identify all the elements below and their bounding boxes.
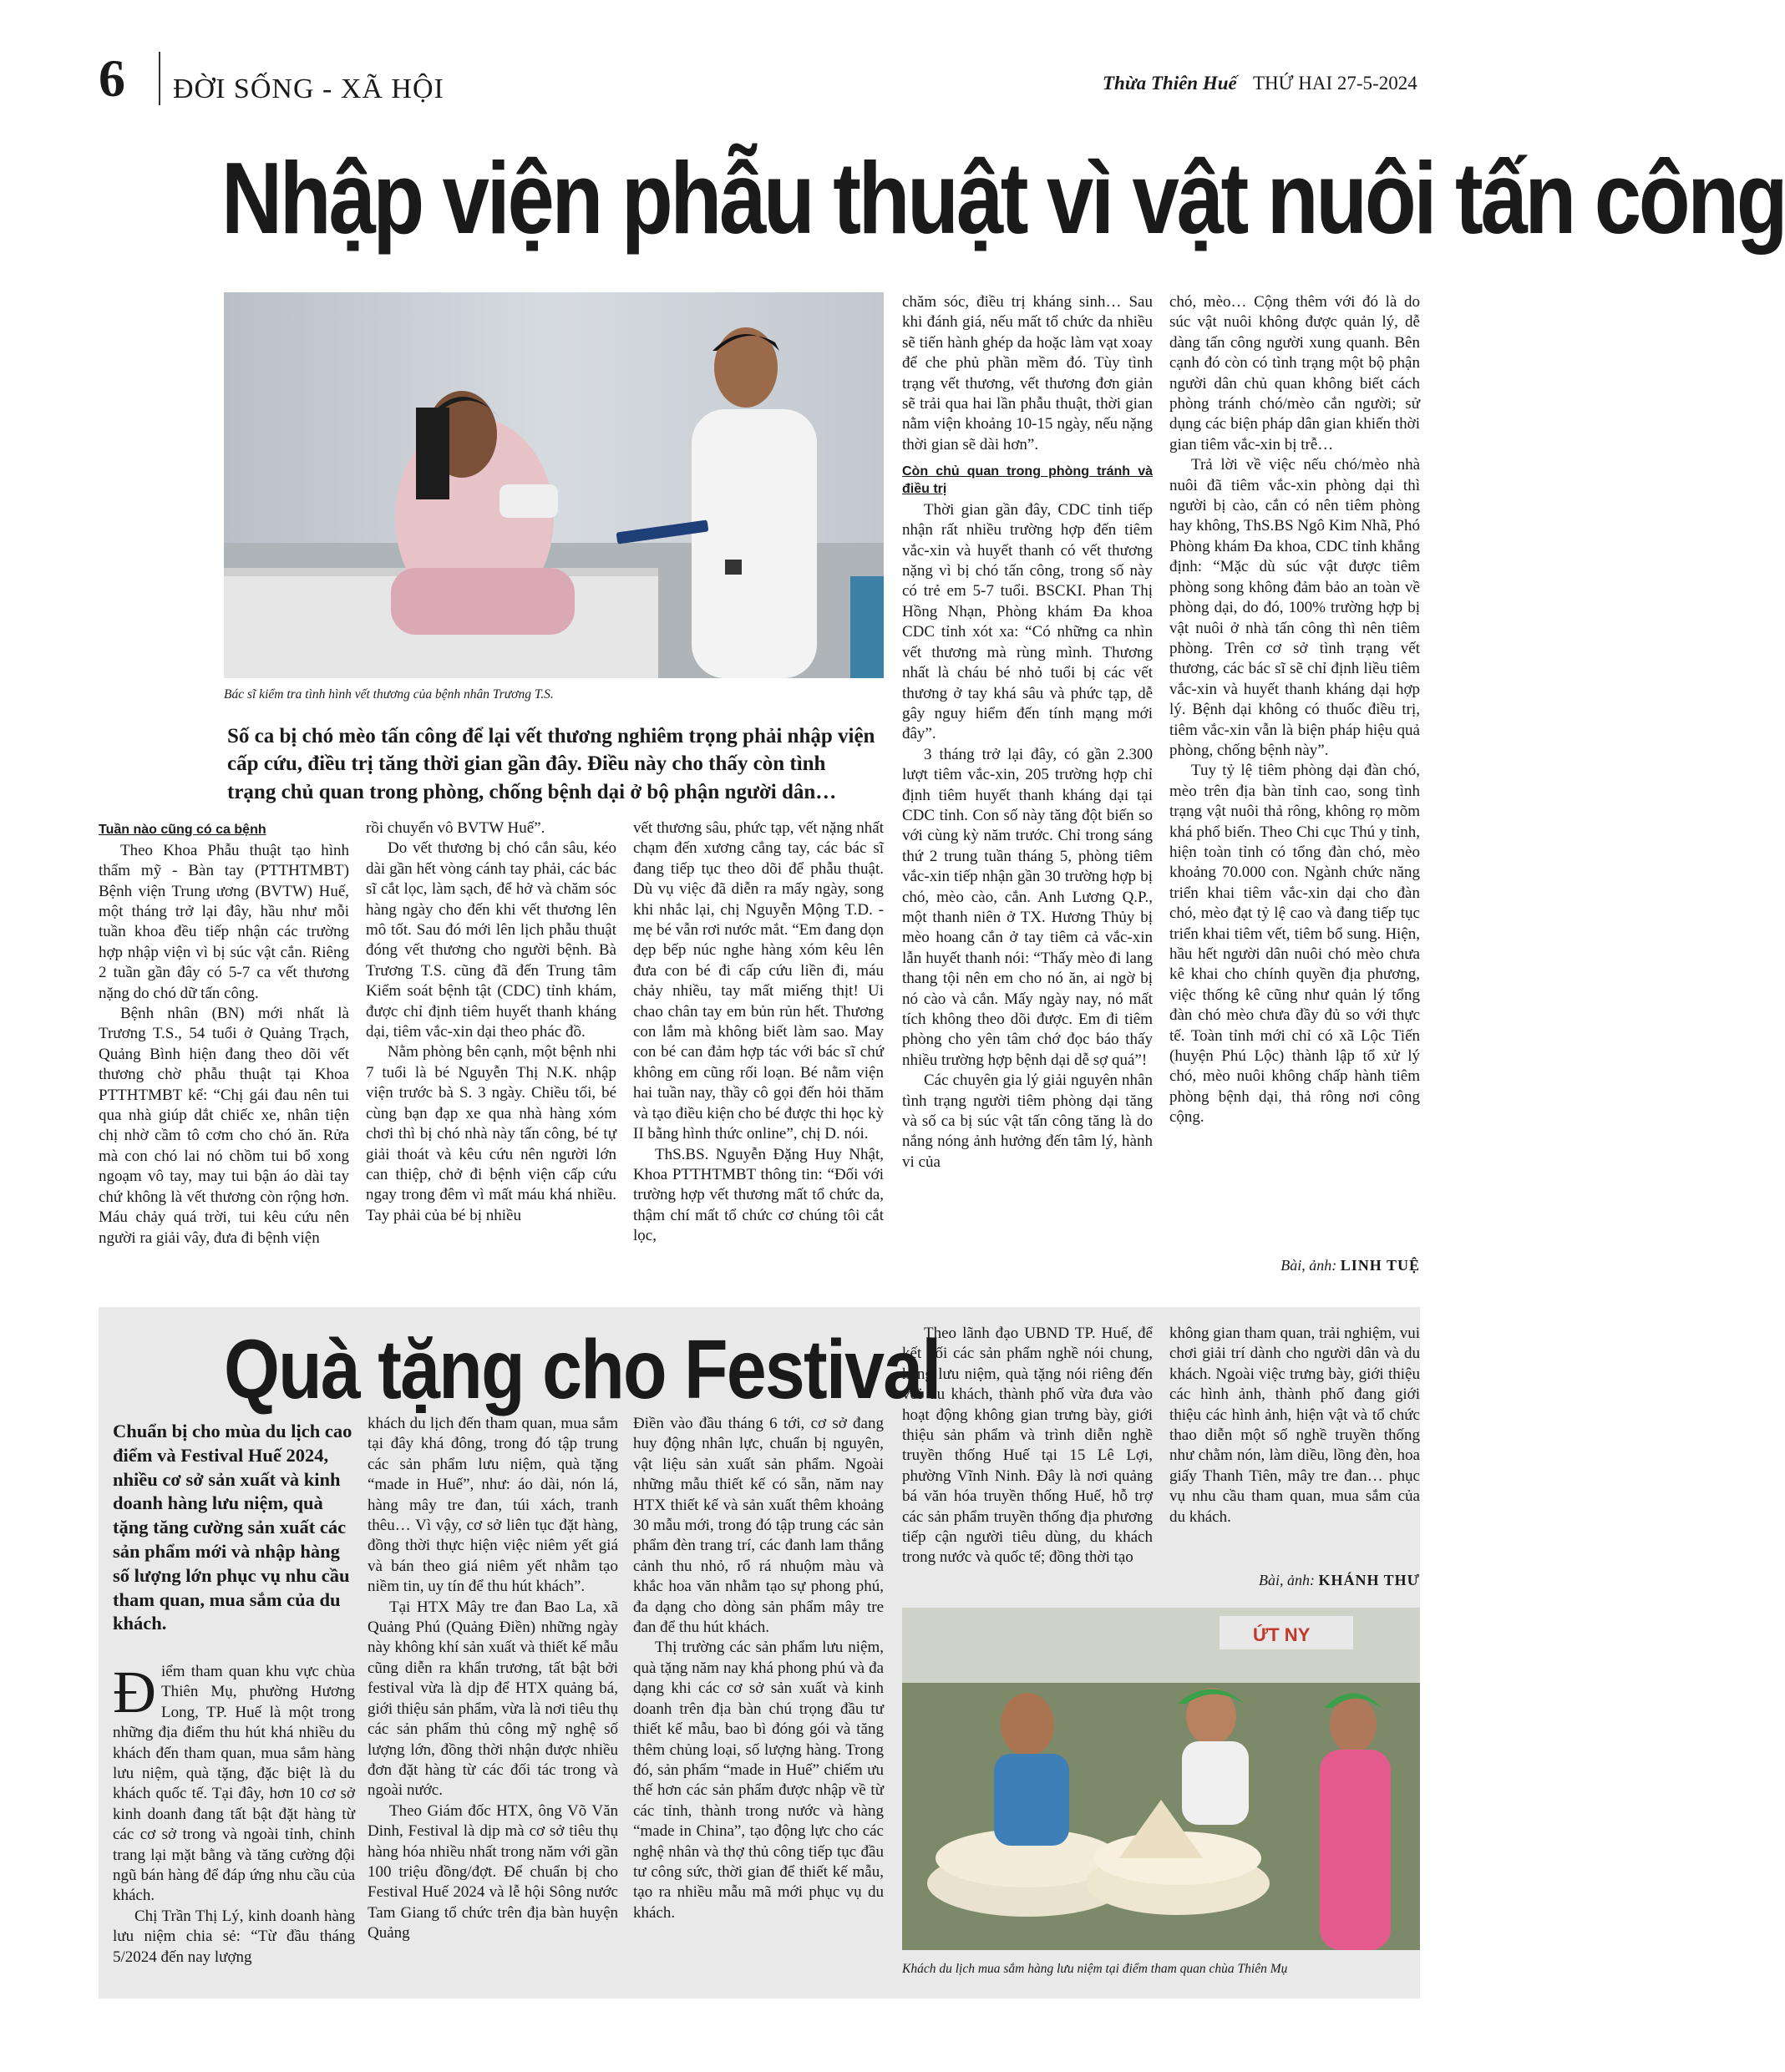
- doctor-patient-illustration: [224, 292, 884, 678]
- article2-photo-caption: Khách du lịch mua sắm hàng lưu niệm tại điểm tham quan chùa Thiên Mụ: [902, 1962, 1288, 1976]
- article1-photo-caption: Bác sĩ kiểm tra tình hình vết thương của bệnh nhân Trương T.S.: [224, 687, 554, 702]
- article2-column-1: [113, 1659, 355, 1968]
- paragraph: Thời gian gần đây, CDC tỉnh tiếp nhận rất nhiều trường hợp đến tiêm vắc-xin và huyết thanh có vết thương nặng vì bị chó tấn công, trong số này có trẻ em 5-7 tuổi. BSCKI. Phan Thị Hồng Nhạn, Phòng khám Đa khoa CDC tỉnh xót xa: “Có những ca nhìn vết thương mà rùng mình. Thương nhất là cháu bé nhỏ tuổi bị các vết thương ở tay khá sâu và phức tạp, dễ gây nguy hiểm đến tính mạng mới đây”.: [902, 500, 1153, 743]
- paragraph: Tuy tỷ lệ tiêm phòng dại đàn chó, mèo trên địa bàn tỉnh cao, song tình trạng vật nuôi thả rông, không rọ mõm khá phổ biến. Theo Chi cục Thú y tỉnh, hiện toàn tỉnh có tổng đàn chó, mèo khoảng 70.000 con. Ngành chức năng triển khai tiêm vắc-xin dại cho đàn chó, mèo đạt tỷ lệ cao và đang tiếp tục triển khai tiêm vết, tiêm bổ sung. Hiện, hầu hết người dân nuôi chó mèo chưa kê khai cho chính quyền địa phương, việc thống kê cũng như quản lý tổng đàn chó mèo chưa đầy đủ so với thực tế. Toàn tỉnh mới chỉ có xã Lộc Tiến (huyện Phú Lộc) thành lập tổ xử lý chó, mèo nuôi không chấp hành tiêm phòng bệnh dại, thả rông nơi công cộng.: [1169, 762, 1420, 1127]
- paragraph: vết thương sâu, phức tạp, vết nặng nhất chạm đến xương cẳng tay, các bác sĩ đang tiếp tục theo dõi để phẫu thuật. Dù vụ việc đã diễn ra mấy ngày, song khi nhắc lại, chị Nguyễn Mộng T.D. - mẹ bé vẫn rơi nước mắt. “Em đang dọn dẹp bếp núc nghe hàng xóm kêu lên đưa con bé đi cấp cứu liền đi, máu chảy nhiều, tay mất miếng thịt! Ui chao chân tay em bủn rủn hết. Thương con lắm mà không biết làm sao. May con bé can đảm hợp tác với bác sĩ chứ không em cũng rối loạn. Bé nằm viện hai tuần nay, thầy cô gọi đến hỏi thăm và tạo điều kiện cho bé được thi học kỳ II bằng hình thức online”, chị D. nói.: [633, 819, 885, 1143]
- article1-headline: Nhập viện phẫu thuật vì vật nuôi tấn công: [221, 141, 1785, 255]
- byline-author: LINH TUỆ: [1340, 1257, 1420, 1274]
- article1-photo: [224, 292, 884, 678]
- article2-column-4: [902, 1324, 1153, 1568]
- paragraph: Bệnh nhân (BN) mới nhất là Trương T.S., 54 tuổi ở Quảng Trạch, Quảng Bình hiện đang theo dõi vết thương chờ phẫu thuật tại Khoa PTTHTMBT kể: “Chị gái đau nên tui qua nhà giúp dắt chiếc xe, nhân tiện chị nhờ cầm tô cơm cho chó ăn. Rửa mà con chó lai nó chồm tui bổ xong ngoạm vô tay, may tui bận áo dài tay chứ không là vết thương còn rộng hơn. Máu chảy quá trời, tui kêu cứu nên người ra giải vây, đưa đi bệnh viện: [99, 1005, 349, 1247]
- paragraph: Tại HTX Mây tre đan Bao La, xã Quảng Phú (Quảng Điền) những ngày này không khí sản xuất và thiết kế mẫu cũng diễn ra khẩn trương, tất bật bởi festival vừa là dịp để HTX quảng bá, giới thiệu sản phẩm, vừa là nơi tiêu thụ các sản phẩm thủ công mỹ nghệ số lượng lớn, đồng thời nhận được nhiều đơn đặt hàng từ các đối tác trong và ngoài nước.: [368, 1598, 618, 1800]
- paragraph: Chị Trần Thị Lý, kinh doanh hàng lưu niệm chia sẻ: “Từ đầu tháng 5/2024 đến nay lượng: [113, 1907, 355, 1966]
- byline-author: KHÁNH THƯ: [1318, 1572, 1420, 1588]
- paragraph: Trả lời về việc nếu chó/mèo nhà nuôi đã tiêm vắc-xin phòng dại thì người bị cào, cắn có nên tiêm phòng hay không, ThS.BS Ngô Kim Nhã, Phó Phòng khám Đa khoa, CDC tỉnh khẳng định: “Mặc dù súc vật được tiêm phòng song không đảm bảo an toàn về phòng dại, do đó, 100% trường hợp bị vật nuôi ở nhà tấn công thì nên tiêm phòng. Trên cơ sở tình trạng vết thương, các bác sĩ sẽ chỉ định liều tiêm vắc-xin và huyết thanh kháng dại hợp lý. Bệnh dại không có thuốc điều trị, tiêm vắc-xin vẫn là biện pháp hiệu quả phòng, chống bệnh này”.: [1169, 456, 1420, 759]
- article1-column-4: [902, 292, 1153, 1173]
- paragraph: Điền vào đầu tháng 6 tới, cơ sở đang huy động nhân lực, chuẩn bị nguyên, vật liệu sản xuất sản phẩm. Ngoài những mẫu thiết kế có sẵn, năm nay HTX thiết kế và sản xuất thêm khoảng 30 mẫu mới, trong đó tập trung các sản phẩm đèn trang trí, các đanh lam thắng cảnh thu nhỏ, rổ rá nhuộm màu và khắc hoa văn nhằm tạo sự phong phú, đa dạng cho dòng sản phẩm mây tre đan để thu hút khách.: [633, 1415, 884, 1637]
- article2-column-3: [633, 1414, 884, 1923]
- article2-byline: [1169, 1572, 1420, 1589]
- paragraph: Do vết thương bị chó cắn sâu, kéo dài gần hết vòng cánh tay phải, các bác sĩ cắt lọc, làm sạch, để hở và chăm sóc hàng ngày cho đến khi vết thương lên mô tốt. Sau đó mới lên lịch phẫu thuật đóng vết thương cho người bệnh. Bà Trương T.S. cũng đã đến Trung tâm Kiểm soát bệnh tật (CDC) tỉnh khám, được chỉ định tiêm huyết thanh kháng dại, tiêm vắc-xin dại theo phác đồ.: [366, 839, 616, 1041]
- article1-column-2: [366, 818, 616, 1226]
- byline-label: Bài, ảnh:: [1280, 1257, 1337, 1274]
- paragraph: iểm tham quan khu vực chùa Thiên Mụ, phường Hương Long, TP. Huế là một trong những địa điểm thu hút khá nhiều du khách đến tham quan, mua sắm hàng lưu niệm, quà tặng, đặc biệt là du khách quốc tế. Tại đây, hơn 10 cơ sở kinh doanh đang tất bật đặt hàng từ các cơ sở trong và ngoài tỉnh, chỉnh trang lại mặt bằng và tăng cường đội ngũ bán hàng để đáp ứng nhu cầu của khách.: [113, 1663, 355, 1905]
- header-divider: [159, 52, 160, 105]
- paragraph: khách du lịch đến tham quan, mua sắm tại đây khá đông, trong đó tập trung các sản phẩm lưu niệm, quà tặng “made in Huế”, như: áo dài, nón lá, hàng mây tre đan, túi xách, tranh thêu… Vì vậy, cơ sở liên tục đặt hàng, đồng thời thực hiện việc niêm yết giá và bán theo giá niêm yết nhằm tạo niềm tin, uy tín để thu hút khách”.: [368, 1415, 618, 1596]
- section-title: ĐỜI SỐNG - XÃ HỘI: [173, 73, 444, 104]
- shop-sign: ỨT NY: [1253, 1624, 1311, 1645]
- article2-lead: Chuẩn bị cho mùa du lịch cao điểm và Festival Huế 2024, nhiều cơ sở sản xuất và kinh doanh hàng lưu niệm, quà tặng tăng cường sản xuất các sản phẩm mới và nhập hàng số lượng lớn phục vụ nhu cầu tham quan, mua sắm của du khách.: [113, 1421, 352, 1634]
- article1-subhead-2: Còn chủ quan trong phòng tránh và điều trị: [902, 464, 1153, 497]
- newspaper-name: Thừa Thiên Huế: [1103, 73, 1237, 94]
- issue-date: THỨ HAI 27-5-2024: [1253, 73, 1417, 94]
- article2-photo: [902, 1608, 1420, 1950]
- article1-subhead-1: Tuần nào cũng có ca bệnh: [99, 823, 266, 837]
- paragraph: Các chuyên gia lý giải nguyên nhân tình trạng người tiêm phòng dại tăng và số ca bị súc vật tấn công tăng là do nắng nóng ảnh hưởng đến tâm lý, hành vi của: [902, 1071, 1153, 1171]
- paragraph: Theo lãnh đạo UBND TP. Huế, để kết nối các sản phẩm nghề nói chung, hàng lưu niệm, quà tặng nói riêng đến với du khách, thành phố vừa đưa vào hoạt động không gian trưng bày, giới thiệu sản phẩm và trình diễn nghề truyền thống Huế tại 15 Lê Lợi, phường Vĩnh Ninh. Đây là nơi quảng bá văn hóa truyền thống Huế, hỗ trợ các sản phẩm truyền thống địa phương tiếp cận người tiêu dùng, du khách trong nước và quốc tế; đồng thời tạo: [902, 1325, 1153, 1567]
- paragraph: rồi chuyển vô BVTW Huế”.: [366, 819, 545, 837]
- paragraph: Thị trường các sản phẩm lưu niệm, quà tặng năm nay khá phong phú và đa dạng khi các cơ sở sản xuất và kinh doanh trên địa bàn chú trọng đầu tư thiết kế mẫu, bao bì đóng gói và tăng thêm chủng loại, số lượng hàng. Trong đó, sản phẩm “made in Huế” chiếm ưu thế hơn các sản phẩm được nhập về từ các tỉnh, thành trong nước và hàng “made in China”, tạo động lực cho các nghệ nhân và thợ thủ công tiếp tục đầu tư công sức, thời gian để thiết kế mẫu, tạo ra nhiều mẫu mã mới phục vụ du khách.: [633, 1639, 884, 1922]
- paragraph: Nằm phòng bên cạnh, một bệnh nhi 7 tuổi là bé Nguyễn Thị N.K. nhập viện trước bà S. 3 ngày. Chiều tối, bé cùng bạn đạp xe qua nhà hàng xóm chơi thì bị chó nhà này tấn công, bé tự giải thoát và kêu cứu nên người lớn can thiệp, chở đi bệnh viện cấp cứu ngay trong đêm vì mất máu khá nhiều. Tay phải của bé bị nhiều: [366, 1043, 616, 1224]
- article1-byline: [1169, 1257, 1420, 1274]
- article2-column-5: [1169, 1324, 1420, 1527]
- byline-label: Bài, ảnh:: [1258, 1572, 1315, 1588]
- article1-lead: Số ca bị chó mèo tấn công để lại vết thương nghiêm trọng phải nhập viện cấp cứu, điều trị tăng thời gian gần đây. Điều này cho thấy còn tình trạng chủ quan trong phòng, chống bệnh dại ở bộ phận người dân…: [227, 725, 875, 803]
- paragraph: Theo Giám đốc HTX, ông Võ Văn Dinh, Festival là dịp mà cơ sở tiêu thụ hàng hóa nhiều nhất trong năm với gần 100 triệu đồng/đợt. Để chuẩn bị cho Festival Huế 2024 và lễ hội Sông nước Tam Giang tổ chức trên địa bàn huyện Quảng: [368, 1801, 618, 1943]
- article1-column-1: [99, 818, 349, 1249]
- souvenir-market-illustration: [902, 1608, 1420, 1950]
- paragraph: chăm sóc, điều trị kháng sinh… Sau khi đánh giá, nếu mất tổ chức da nhiều sẽ tiến hành ghép da hoặc làm vạt xoay để che phủ phần mềm đó. Tùy tình trạng vết thương, vết thương đơn giản sẽ trải qua hai lần phẫu thuật, thời gian nằm viện khoảng 10-15 ngày, nếu nặng thời gian sẽ dài hơn”.: [902, 293, 1153, 453]
- paragraph: chó, mèo… Cộng thêm với đó là do súc vật nuôi không được quản lý, dễ dàng tấn công người xung quanh. Bên cạnh đó còn có tình trạng một bộ phận người dân chủ quan không biết cách phòng tránh chó/mèo cắn người; sử dụng các biện pháp dân gian khiến thời gian tiêm vắc-xin bị trễ…: [1169, 293, 1420, 453]
- paragraph: Theo Khoa Phẫu thuật tạo hình thẩm mỹ - Bàn tay (PTTHTMBT) Bệnh viện Trung ương (BVTW) Huế, một tháng trở lại đây, hầu như mỗi tuần khoa đều tiếp nhận các trường hợp nhập viện vì bị súc vật cắn. Riêng 2 tuần gần đây có 5-7 ca vết thương nặng do chó dữ tấn công.: [99, 841, 349, 1002]
- article2-headline: Quà tặng cho Festival: [224, 1323, 941, 1416]
- article2-column-2: [368, 1414, 618, 1944]
- paragraph: 3 tháng trở lại đây, có gần 2.300 lượt tiêm vắc-xin, 205 trường hợp chỉ định tiêm huyết thanh kháng dại tại CDC tỉnh. Con số này tăng đột biến so với cùng kỳ năm trước. Chỉ trong sáng thứ 2 trung tuần tháng 5, phòng tiêm vắc-xin tiếp nhận gần 30 trường hợp bị chó, mèo cào, cắn. Anh Lương Q.P., một thanh niên ở TX. Hương Thủy bị mèo hoang cắn ở tay tiêm cả vắc-xin lẫn huyết thanh nói: “Thấy mèo đi lang thang tội nên em cho nó ăn, ai ngờ bị nó cào và cắn. Mấy ngày nay, nó mất tích không theo dõi được. Em đi tiêm phòng cho yên tâm chớ đọc báo thấy nhiều trường hợp bệnh dại dễ sợ quá”!: [902, 745, 1153, 1069]
- paragraph: ThS.BS. Nguyễn Đặng Huy Nhật, Khoa PTTHTMBT thông tin: “Đối với trường hợp vết thương mất tổ chức da, thậm chí mất tổ chức cơ chúng tôi cắt lọc,: [633, 1145, 884, 1245]
- article1-column-5: [1169, 292, 1420, 1128]
- paragraph: không gian tham quan, trải nghiệm, vui chơi giải trí dành cho người dân và du khách. Ngoài việc trưng bày, giới thiệu các hình ảnh, thành phố đang giới thiệu các hình ảnh, hiện vật và tổ chức thao diễn một số nghề truyền thống như chằm nón, làm diều, lồng đèn, hoa giấy Thanh Tiên, mây tre đan… phục vụ nhu cầu tham quan, mua sắm của du khách.: [1169, 1325, 1420, 1526]
- page-number: 6: [99, 48, 125, 108]
- drop-cap: Đ: [113, 1659, 156, 1725]
- article1-column-3: [633, 818, 884, 1247]
